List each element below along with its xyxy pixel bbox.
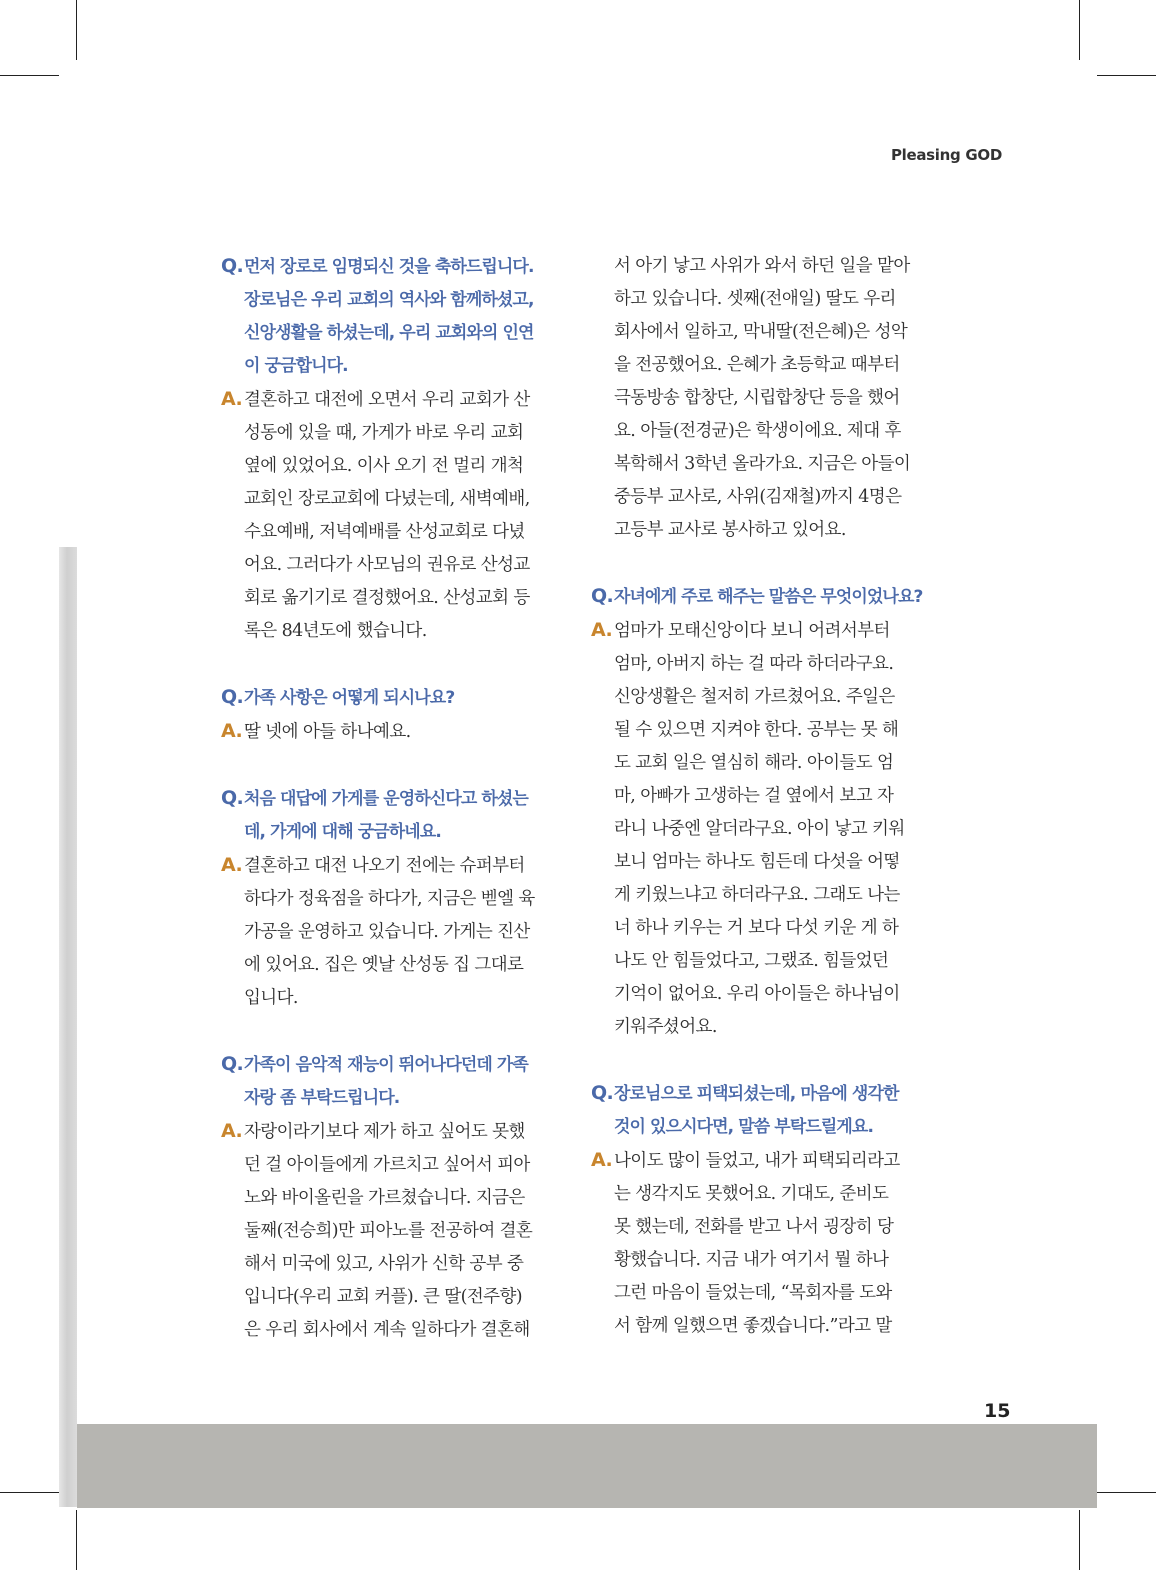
answer-text: 하고 있습니다. 셋째(전애일) 딸도 우리 xyxy=(614,289,896,309)
answer-line xyxy=(221,417,566,450)
answer-text: 을 전공했어요. 은혜가 초등학교 때부터 xyxy=(614,355,900,375)
answer-text: 너 하나 키우는 거 보다 다섯 키운 게 하 xyxy=(614,918,899,938)
answer-line xyxy=(221,615,566,648)
answer-line xyxy=(591,1211,936,1244)
qa-block xyxy=(221,782,566,1015)
question-mark: Q. xyxy=(221,686,244,708)
answer-text: 그런 마음이 들었는데, “목회자를 도와 xyxy=(614,1283,892,1303)
answer-text: 라니 나중엔 알더라구요. 아이 낳고 키워 xyxy=(614,819,905,839)
answer-text: 가공을 운영하고 있습니다. 가게는 진산 xyxy=(244,922,530,942)
answer-text: 록은 84년도에 했습니다. xyxy=(244,621,427,641)
answer-line xyxy=(591,912,936,945)
answer-text: 회로 옮기기로 결정했어요. 산성교회 등 xyxy=(244,588,530,608)
answer-mark: A. xyxy=(221,388,243,410)
question-mark: Q. xyxy=(221,255,244,277)
answer-text: 나도 안 힘들었다고, 그랬죠. 힘들었던 xyxy=(614,951,889,971)
answer-text: 어요. 그러다가 사모님의 권유로 산성교 xyxy=(244,555,530,575)
answer-line xyxy=(221,516,566,549)
answer-line xyxy=(221,1215,566,1248)
answer-text: 못 했는데, 전화를 받고 나서 굉장히 당 xyxy=(614,1217,894,1237)
left-column xyxy=(221,250,566,1380)
answer-text: 보니 엄마는 하나도 힘든데 다섯을 어떻 xyxy=(614,852,900,872)
answer-text: 입니다. xyxy=(244,988,298,1008)
question-line xyxy=(221,816,566,849)
answer-text: 될 수 있으면 지켜야 한다. 공부는 못 해 xyxy=(614,720,899,740)
answer-text: 옆에 있었어요. 이사 오기 전 멀리 개척 xyxy=(244,456,524,476)
question-line xyxy=(221,350,566,383)
qa-block xyxy=(591,1077,936,1343)
answer-text: 결혼하고 대전에 오면서 우리 교회가 산 xyxy=(244,390,530,410)
crop-mark xyxy=(0,75,59,76)
question-text: 장로님으로 피택되셨는데, 마음에 생각한 xyxy=(614,1084,899,1104)
question-line xyxy=(221,250,566,284)
answer-line xyxy=(221,916,566,949)
answer-line xyxy=(221,1281,566,1314)
answer-line xyxy=(591,1178,936,1211)
continuation-text xyxy=(591,250,936,547)
answer-line xyxy=(591,1310,936,1343)
question-line xyxy=(221,1048,566,1082)
answer-text: 둘째(전승희)만 피아노를 전공하여 결혼 xyxy=(244,1221,533,1241)
answer-text: 자랑이라기보다 제가 하고 싶어도 못했 xyxy=(244,1122,525,1142)
question-text: 신앙생활을 하셨는데, 우리 교회와의 인연 xyxy=(244,323,534,343)
answer-line xyxy=(221,849,566,883)
footer-band xyxy=(77,1424,1097,1508)
crop-mark xyxy=(1097,75,1156,76)
question-line xyxy=(591,1111,936,1144)
answer-text: 황했습니다. 지금 내가 여기서 뭘 하나 xyxy=(614,1250,889,1270)
question-text: 이 궁금합니다. xyxy=(244,356,348,376)
answer-mark: A. xyxy=(221,720,243,742)
question-text: 먼저 장로로 임명되신 것을 축하드립니다. xyxy=(244,257,534,277)
answer-line xyxy=(591,1144,936,1178)
answer-text: 엄마가 모태신앙이다 보니 어려서부터 xyxy=(614,621,890,641)
answer-text: 던 걸 아이들에게 가르치고 싶어서 피아 xyxy=(244,1155,530,1175)
answer-text: 성동에 있을 때, 가게가 바로 우리 교회 xyxy=(244,423,524,443)
answer-text: 마, 아빠가 고생하는 걸 옆에서 보고 자 xyxy=(614,786,894,806)
crop-mark xyxy=(1097,1492,1156,1493)
answer-line xyxy=(591,813,936,846)
answer-line xyxy=(221,1314,566,1347)
question-line xyxy=(221,782,566,816)
qa-block xyxy=(221,1048,566,1347)
answer-line xyxy=(591,714,936,747)
answer-text: 엄마, 아버지 하는 걸 따라 하더라구요. xyxy=(614,654,894,674)
qa-block xyxy=(221,250,566,648)
answer-line xyxy=(221,1115,566,1149)
answer-text: 서 아기 낳고 사위가 와서 하던 일을 맡아 xyxy=(614,256,910,276)
answer-line xyxy=(221,1248,566,1281)
answer-text: 하다가 정육점을 하다가, 지금은 벧엘 육 xyxy=(244,889,535,909)
answer-text: 교회인 장로교회에 다녔는데, 새벽예배, xyxy=(244,489,530,509)
answer-text: 딸 넷에 아들 하나예요. xyxy=(244,722,411,742)
answer-line xyxy=(221,1149,566,1182)
answer-line xyxy=(221,483,566,516)
answer-text: 입니다(우리 교회 커플). 큰 딸(전주향) xyxy=(244,1287,522,1307)
answer-text: 은 우리 회사에서 계속 일하다가 결혼해 xyxy=(244,1320,530,1340)
question-text: 가족 사항은 어떻게 되시나요? xyxy=(244,688,455,708)
answer-line xyxy=(221,883,566,916)
answer-text: 요. 아들(전경균)은 학생이에요. 제대 후 xyxy=(614,421,901,441)
answer-line xyxy=(591,879,936,912)
question-line xyxy=(591,1077,936,1111)
answer-text: 서 함께 일했으면 좋겠습니다.”라고 말 xyxy=(614,1316,892,1336)
answer-mark: A. xyxy=(591,619,613,641)
answer-text: 게 키웠느냐고 하더라구요. 그래도 나는 xyxy=(614,885,900,905)
answer-text: 결혼하고 대전 나오기 전에는 슈퍼부터 xyxy=(244,856,525,876)
answer-line xyxy=(221,383,566,417)
question-text: 것이 있으시다면, 말씀 부탁드릴게요. xyxy=(614,1117,874,1137)
answer-line xyxy=(221,549,566,582)
question-line xyxy=(221,317,566,350)
question-text: 처음 대답에 가게를 운영하신다고 하셨는 xyxy=(244,789,528,809)
answer-line xyxy=(591,780,936,813)
answer-line xyxy=(591,747,936,780)
question-line xyxy=(221,1082,566,1115)
answer-text: 노와 바이올린을 가르쳤습니다. 지금은 xyxy=(244,1188,525,1208)
question-text: 가족이 음악적 재능이 뛰어나다던데 가족 xyxy=(244,1055,528,1075)
crop-mark xyxy=(76,1510,77,1570)
answer-line xyxy=(221,715,566,749)
question-line xyxy=(221,681,566,715)
right-column xyxy=(591,250,936,1376)
question-text: 자랑 좀 부탁드립니다. xyxy=(244,1088,400,1108)
question-mark: Q. xyxy=(591,585,614,607)
answer-text: 도 교회 일은 열심히 해라. 아이들도 엄 xyxy=(614,753,894,773)
answer-line xyxy=(591,1277,936,1310)
qa-block xyxy=(591,580,936,1044)
question-mark: Q. xyxy=(221,787,244,809)
answer-text: 극동방송 합창단, 시립합창단 등을 했어 xyxy=(614,388,900,408)
question-line xyxy=(591,580,936,614)
answer-text: 고등부 교사로 봉사하고 있어요. xyxy=(614,520,846,540)
answer-text: 는 생각지도 못했어요. 기대도, 준비도 xyxy=(614,1184,889,1204)
answer-line xyxy=(591,1011,936,1044)
question-mark: Q. xyxy=(221,1053,244,1075)
crop-mark xyxy=(1079,1510,1080,1570)
answer-text: 중등부 교사로, 사위(김재철)까지 4명은 xyxy=(614,487,902,507)
answer-line xyxy=(221,582,566,615)
answer-text: 수요예배, 저녁예배를 산성교회로 다녔 xyxy=(244,522,525,542)
crop-mark xyxy=(1079,0,1080,60)
bleed-image-strip xyxy=(59,547,77,1507)
answer-text: 나이도 많이 들었고, 내가 피택되리라고 xyxy=(614,1151,900,1171)
crop-mark xyxy=(0,1492,59,1493)
answer-line xyxy=(591,648,936,681)
answer-text: 에 있어요. 집은 옛날 산성동 집 그대로 xyxy=(244,955,524,975)
answer-text: 키워주셨어요. xyxy=(614,1017,717,1037)
answer-line xyxy=(221,982,566,1015)
answer-text: 신앙생활은 철저히 가르쳤어요. 주일은 xyxy=(614,687,895,707)
crop-mark xyxy=(76,0,77,60)
answer-line xyxy=(591,978,936,1011)
question-text: 데, 가게에 대해 궁금하네요. xyxy=(244,822,441,842)
answer-line xyxy=(591,945,936,978)
answer-mark: A. xyxy=(221,854,243,876)
question-line xyxy=(221,284,566,317)
answer-text: 복학해서 3학년 올라가요. 지금은 아들이 xyxy=(614,454,911,474)
answer-line xyxy=(591,681,936,714)
answer-line xyxy=(591,1244,936,1277)
answer-line xyxy=(221,1182,566,1215)
question-text: 장로님은 우리 교회의 역사와 함께하셨고, xyxy=(244,290,534,310)
answer-line xyxy=(591,614,936,648)
answer-mark: A. xyxy=(221,1120,243,1142)
qa-block xyxy=(221,681,566,749)
question-text: 자녀에게 주로 해주는 말씀은 무엇이었나요? xyxy=(614,587,923,607)
answer-text: 기억이 없어요. 우리 아이들은 하나님이 xyxy=(614,984,900,1004)
section-title: Pleasing GOD xyxy=(890,146,1002,164)
answer-text: 회사에서 일하고, 막내딸(전은혜)은 성악 xyxy=(614,322,908,342)
answer-line xyxy=(221,450,566,483)
answer-line xyxy=(591,846,936,879)
page-number: 15 xyxy=(984,1400,1011,1422)
answer-text: 해서 미국에 있고, 사위가 신학 공부 중 xyxy=(244,1254,524,1274)
answer-line xyxy=(221,949,566,982)
answer-mark: A. xyxy=(591,1149,613,1171)
question-mark: Q. xyxy=(591,1082,614,1104)
